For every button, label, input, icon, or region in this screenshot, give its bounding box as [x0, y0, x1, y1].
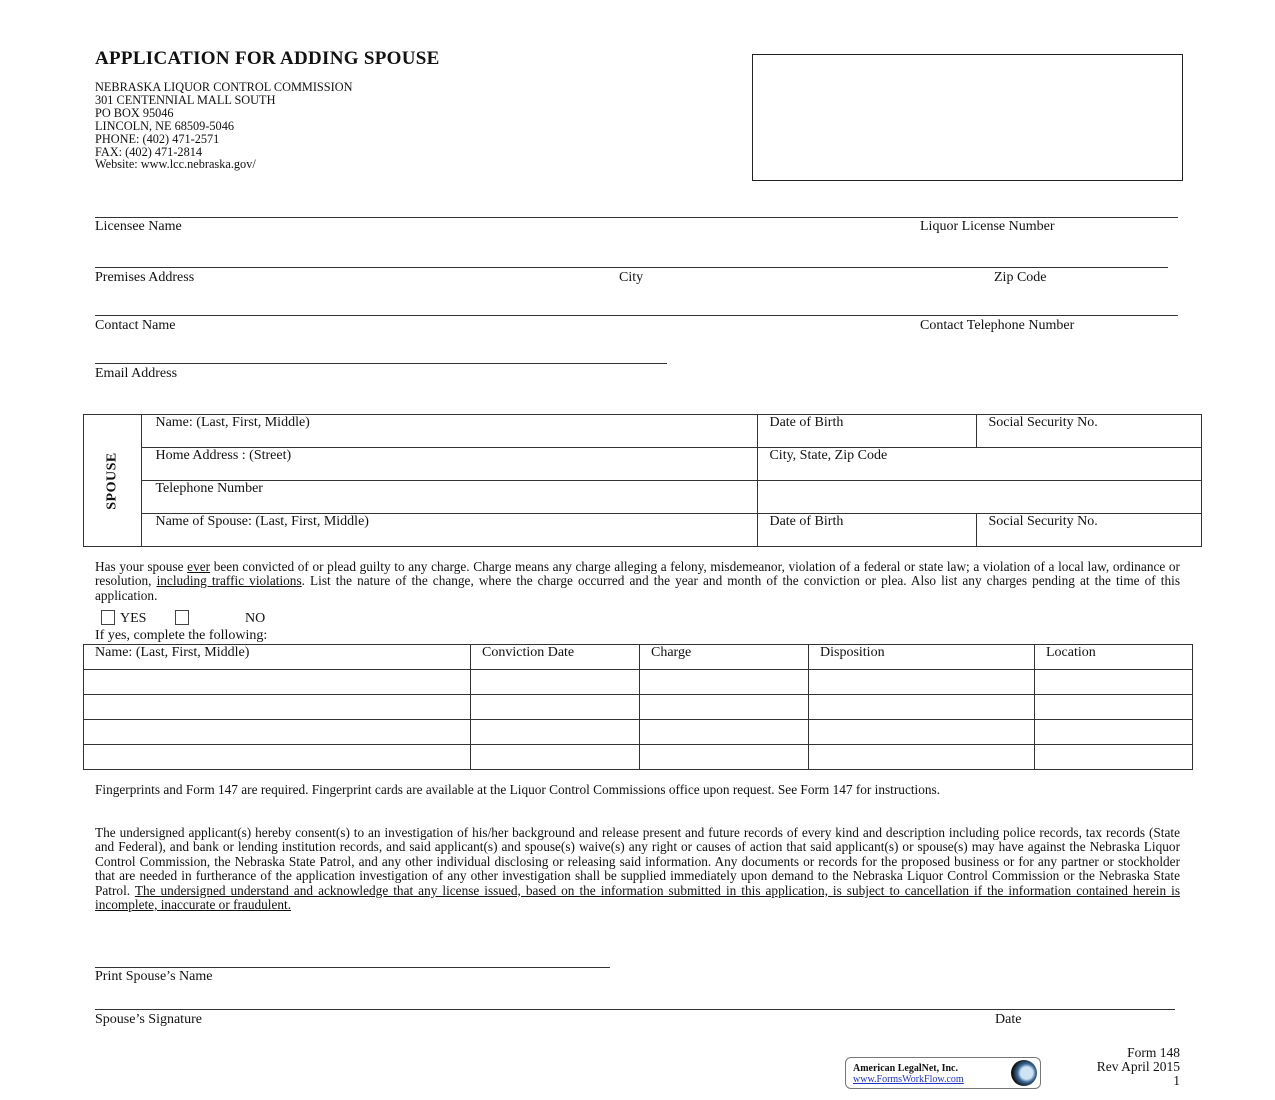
cell[interactable] — [809, 745, 1035, 770]
spouse-side-label: SPOUSE — [84, 415, 142, 547]
telephone-cell[interactable] — [758, 481, 1202, 514]
address-line: PHONE: (402) 471-2571 — [95, 131, 220, 146]
cell[interactable] — [809, 670, 1035, 695]
cell[interactable] — [809, 695, 1035, 720]
cell[interactable] — [1035, 720, 1193, 745]
cell[interactable] — [640, 745, 809, 770]
cell[interactable] — [1035, 670, 1193, 695]
text-traffic: including traffic violations — [156, 573, 302, 589]
spouse2-dob-cell[interactable]: Date of Birth — [758, 514, 977, 547]
cell[interactable] — [640, 720, 809, 745]
contact-line[interactable] — [95, 315, 1178, 316]
form-info — [1097, 1046, 1180, 1088]
licensee-name-label: Licensee Name — [95, 219, 182, 234]
form-revision: Rev April 2015 — [1096, 1059, 1180, 1074]
cell[interactable] — [640, 670, 809, 695]
address-line: Website: www.lcc.nebraska.gov/ — [95, 157, 256, 172]
signature-line[interactable] — [95, 1009, 1175, 1010]
header-charge: Charge — [640, 645, 809, 670]
city-state-zip-cell[interactable]: City, State, Zip Code — [758, 448, 1202, 481]
cell[interactable] — [809, 720, 1035, 745]
header-name: Name: (Last, First, Middle) — [84, 645, 471, 670]
premises-address-line[interactable] — [95, 267, 1168, 268]
logo-url-link[interactable]: www.FormsWorkFlow.com — [853, 1074, 964, 1085]
table-row — [84, 745, 1193, 770]
text: been convicted of or plead guilty to any charge. Charge means any charge alleging a felony, misdemeanor, violation of a federal or state law; a violation of a local law, ordinance or resolution, — [95, 559, 1180, 589]
cell[interactable] — [1035, 695, 1193, 720]
yes-checkbox[interactable] — [101, 610, 115, 625]
name-of-spouse-cell[interactable]: Name of Spouse: (Last, First, Middle) — [142, 514, 758, 547]
cell[interactable] — [471, 670, 640, 695]
consent-underlined: The undersigned understand and acknowledge that any license issued, based on the information submitted in this application, is subject to cancellation if the information contained herein is incomplete, inaccurate or fraudulent. — [95, 882, 1180, 913]
cell[interactable] — [84, 695, 471, 720]
if-yes-label: If yes, complete the following: — [95, 628, 268, 643]
home-address-cell[interactable]: Home Address : (Street) — [142, 448, 758, 481]
agency-address — [95, 81, 352, 171]
telephone-label-cell: Telephone Number — [142, 481, 758, 514]
header-conviction-date: Conviction Date — [471, 645, 640, 670]
logo-company: American LegalNet, Inc. — [853, 1063, 958, 1074]
email-label: Email Address — [95, 366, 178, 381]
text: . List the nature of the change, where the charge occurred and the year and month of the conviction or plea. Also list any charges pending at the time of this application. — [95, 573, 1181, 603]
no-label: NO — [245, 611, 266, 626]
cell[interactable] — [84, 745, 471, 770]
no-checkbox[interactable] — [175, 610, 189, 625]
contact-telephone-label: Contact Telephone Number — [920, 318, 1075, 333]
address-line: NEBRASKA LIQUOR CONTROL COMMISSION — [95, 80, 353, 94]
globe-icon — [1011, 1060, 1037, 1086]
header-location: Location — [1035, 645, 1193, 670]
american-legalnet-logo[interactable] — [845, 1057, 1041, 1089]
spouse2-ssn-cell[interactable]: Social Security No. — [977, 514, 1202, 547]
premises-address-label: Premises Address — [95, 270, 195, 285]
text-ever: ever — [187, 559, 211, 574]
email-line[interactable] — [95, 363, 667, 364]
cell[interactable] — [471, 720, 640, 745]
address-line: LINCOLN, NE 68509-5046 — [95, 118, 235, 133]
cell[interactable] — [84, 720, 471, 745]
cell[interactable] — [1035, 745, 1193, 770]
cell[interactable] — [471, 695, 640, 720]
fingerprints-text: Fingerprints and Form 147 are required. Fingerprint cards are available at the Liquor Control Commissions office upon request. See Form 147 for instructions. — [95, 782, 941, 797]
license-number-label: Liquor License Number — [920, 219, 1055, 234]
zip-code-label: Zip Code — [994, 270, 1047, 285]
spouse-dob-cell[interactable]: Date of Birth — [758, 415, 977, 448]
table-row — [84, 695, 1193, 720]
conviction-table — [83, 644, 1193, 770]
contact-name-label: Contact Name — [95, 318, 176, 333]
signature-label: Spouse’s Signature — [95, 1012, 202, 1027]
consent-text — [95, 826, 1180, 912]
city-label: City — [619, 270, 644, 285]
address-line: FAX: (402) 471-2814 — [95, 144, 203, 159]
office-use-box — [752, 54, 1183, 181]
cell[interactable] — [84, 670, 471, 695]
print-name-line[interactable] — [95, 967, 610, 968]
print-name-label: Print Spouse’s Name — [95, 969, 213, 984]
licensee-name-line[interactable] — [95, 217, 1178, 218]
page-number: 1 — [1173, 1073, 1180, 1088]
spouse-name-cell[interactable]: Name: (Last, First, Middle) — [142, 415, 758, 448]
cell[interactable] — [640, 695, 809, 720]
conviction-question — [95, 560, 1180, 603]
form-title: APPLICATION FOR ADDING SPOUSE — [95, 48, 440, 69]
table-row — [84, 720, 1193, 745]
address-line: 301 CENTENNIAL MALL SOUTH — [95, 92, 276, 107]
header-disposition: Disposition — [809, 645, 1035, 670]
form-number: Form 148 — [1127, 1045, 1180, 1060]
yes-label: YES — [120, 611, 147, 626]
text: Has your spouse — [95, 559, 188, 574]
spouse-ssn-cell[interactable]: Social Security No. — [977, 415, 1202, 448]
address-line: PO BOX 95046 — [95, 105, 174, 120]
consent-plain: The undersigned applicant(s) hereby consent(s) to an investigation of his/her background and release present and future records of every kind and description including police records, tax records (State and Federal), and bank or lending institution records, and said applicant(s) and spouse(s) waive(s) any right or causes of action that said applicant(s) or spouse(s) may have against the Nebraska Liquor Control Commission, the Nebraska State Patrol, and any other individual disclosing or releasing said information. Any documents or records for the proposed business or for any partner or stockholder that are needed in furtherance of the application investigation of any other investigation shall be supplied immediately upon demand to the Nebraska Liquor Control Commission or the Nebraska State Patrol. — [95, 825, 1180, 898]
spouse-table — [83, 414, 1202, 547]
date-label: Date — [995, 1012, 1022, 1027]
table-row — [84, 670, 1193, 695]
cell[interactable] — [471, 745, 640, 770]
